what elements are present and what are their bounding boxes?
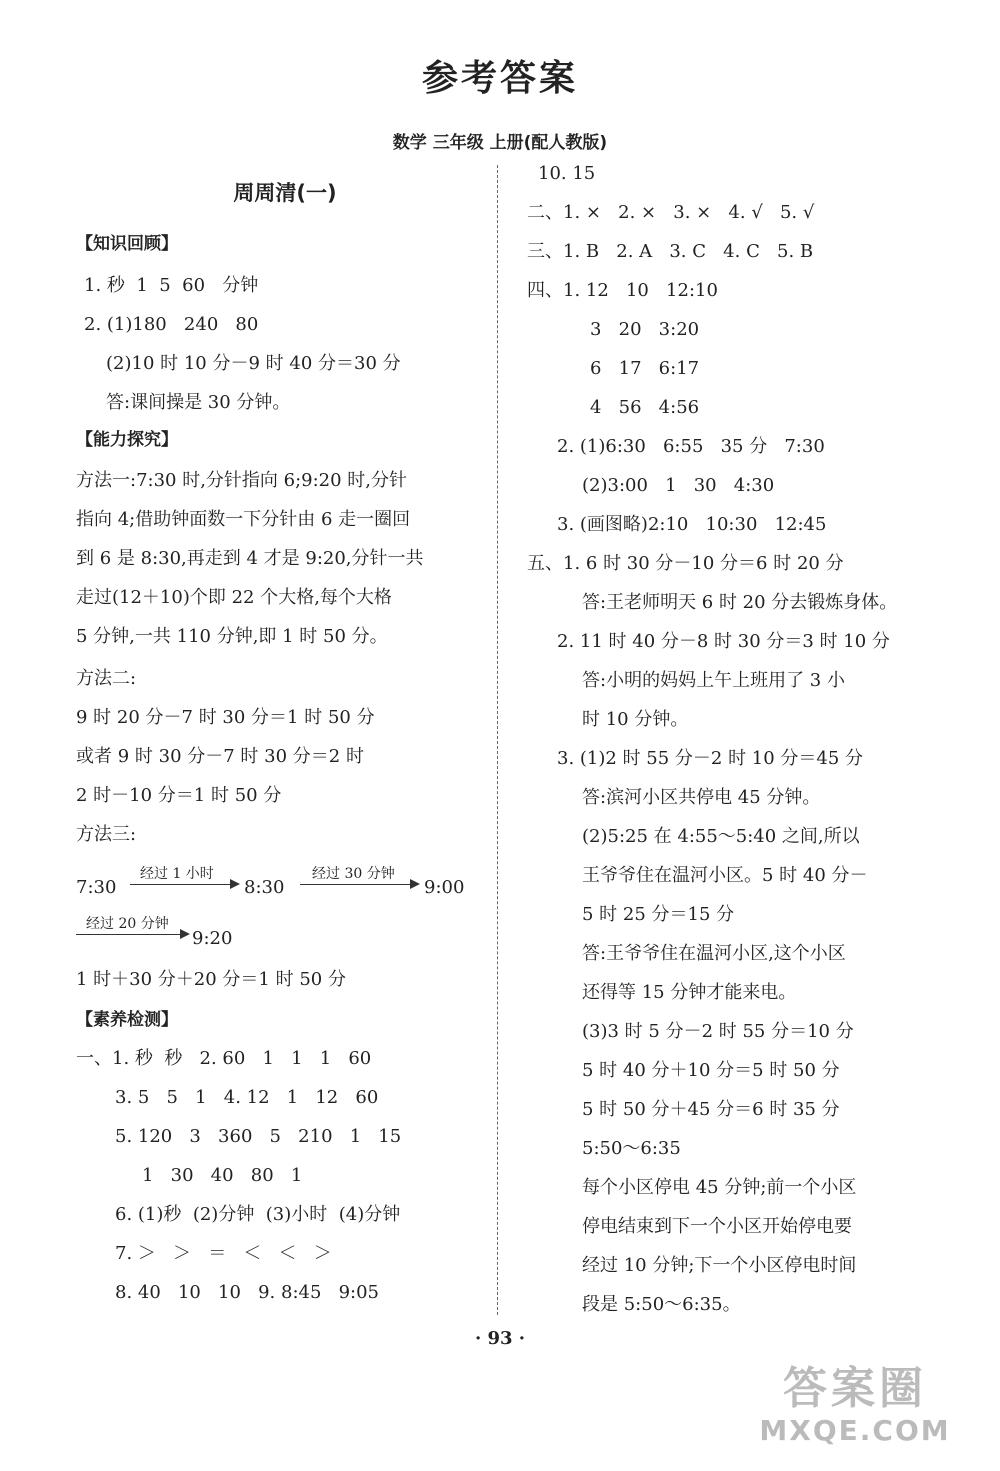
column-divider [497, 165, 498, 1315]
answer-line: 三、1. B 2. A 3. C 4. C 5. B [527, 241, 814, 262]
arrow-line [300, 884, 410, 885]
answer-line: 还得等 15 分钟才能来电。 [582, 982, 797, 1003]
answer-line: 王爷爷住在温河小区。5 时 40 分－ [582, 865, 868, 886]
answer-line: 6 17 6:17 [590, 358, 700, 379]
arrow-head [410, 879, 420, 889]
answer-line: 8. 40 10 10 9. 8:45 9:05 [115, 1282, 380, 1303]
answer-line: 3. (1)2 时 55 分－2 时 10 分＝45 分 [557, 748, 864, 769]
watermark-top-text: 答案圈 [783, 1363, 927, 1414]
answer-line: 7. ＞ ＞ ＝ ＜ ＜ ＞ [115, 1243, 332, 1264]
answer-line: 2. (1)180 240 80 [84, 314, 259, 335]
page-title: 参考答案 [421, 58, 578, 99]
answer-line: 经过 10 分钟;下一个小区停电时间 [582, 1255, 857, 1276]
section-quality-test: 【素养检测】 [76, 1010, 178, 1030]
time-label: 7:30 [76, 877, 117, 898]
section-knowledge-review: 【知识回顾】 [76, 234, 178, 254]
answer-line: 3 20 3:20 [590, 319, 700, 340]
paragraph-line: 到 6 是 8:30,再走到 4 才是 9:20,分针一共 [76, 548, 424, 569]
answer-line: 1 30 40 80 1 [142, 1165, 303, 1186]
time-label: 9:20 [192, 928, 233, 949]
answer-line: 5. 120 3 360 5 210 1 15 [115, 1126, 402, 1147]
arrow-line [130, 884, 230, 885]
arrow-head [180, 929, 190, 939]
watermark-logo [740, 1364, 970, 1459]
answer-line: 答:王爷爷住在温河小区,这个小区 [582, 943, 846, 964]
answer-line: 3. 5 5 1 4. 12 1 12 60 [115, 1087, 379, 1108]
answer-line: 1. 秒 1 5 60 分钟 [84, 275, 259, 296]
page-number: · 93 · [474, 1328, 526, 1349]
page-subtitle: 数学 三年级 上册(配人教版) [392, 133, 608, 153]
answer-line: 五、1. 6 时 30 分－10 分＝6 时 20 分 [527, 553, 844, 574]
paragraph-line: 方法一:7:30 时,分针指向 6;9:20 时,分针 [76, 470, 408, 491]
answer-line: 段是 5:50～6:35。 [582, 1294, 741, 1315]
paragraph-line: 9 时 20 分－7 时 30 分＝1 时 50 分 [76, 707, 375, 728]
answer-line: 5 时 25 分＝15 分 [582, 904, 735, 925]
time-label: 9:00 [424, 877, 465, 898]
answer-line: 四、1. 12 10 12:10 [527, 280, 718, 301]
arrow-line [76, 934, 180, 935]
answer-line: 答:小明的妈妈上午上班用了 3 小 [582, 670, 845, 691]
watermark-bottom-text: MXQE.COM [759, 1414, 951, 1447]
paragraph-line: 5 分钟,一共 110 分钟,即 1 时 50 分。 [76, 626, 388, 647]
answer-line: 10. 15 [538, 163, 596, 184]
answer-line: (3)3 时 5 分－2 时 55 分＝10 分 [582, 1021, 854, 1042]
answer-line: 一、1. 秒 秒 2. 60 1 1 1 60 [76, 1048, 372, 1069]
answer-line: 时 10 分钟。 [582, 709, 689, 730]
answer-line: 停电结束到下一个小区开始停电要 [582, 1216, 852, 1237]
section-ability-explore: 【能力探究】 [76, 430, 178, 450]
answer-line: (2)10 时 10 分－9 时 40 分＝30 分 [106, 353, 401, 374]
paragraph-line: 或者 9 时 30 分－7 时 30 分＝2 时 [76, 746, 364, 767]
answer-line: 答:滨河小区共停电 45 分钟。 [582, 787, 821, 808]
arrow-label: 经过 1 小时 [140, 866, 214, 882]
method-label: 方法二: [76, 668, 137, 689]
answer-line: 2. 11 时 40 分－8 时 30 分＝3 时 10 分 [557, 631, 890, 652]
answer-line: 5 时 50 分＋45 分＝6 时 35 分 [582, 1099, 840, 1120]
answer-line: 二、1. × 2. × 3. × 4. √ 5. √ [527, 202, 815, 223]
method-label: 方法三: [76, 824, 137, 845]
time-label: 8:30 [244, 877, 285, 898]
arrow-head [230, 879, 240, 889]
paragraph-line: 2 时－10 分＝1 时 50 分 [76, 785, 282, 806]
answer-line: (2)3:00 1 30 4:30 [582, 475, 775, 496]
arrow-label: 经过 20 分钟 [86, 916, 169, 932]
answer-line: 2. (1)6:30 6:55 35 分 7:30 [557, 436, 825, 457]
paragraph-line: 走过(12＋10)个即 22 个大格,每个大格 [76, 587, 392, 608]
arrow-label: 经过 30 分钟 [312, 866, 395, 882]
answer-line: 5:50～6:35 [582, 1138, 681, 1159]
answer-line: 4 56 4:56 [590, 397, 700, 418]
answer-line: 3. (画图略)2:10 10:30 12:45 [557, 514, 827, 535]
answer-line: 5 时 40 分＋10 分＝5 时 50 分 [582, 1060, 840, 1081]
answer-line: 答:王老师明天 6 时 20 分去锻炼身体。 [582, 592, 898, 613]
week-title: 周周清(一) [233, 181, 337, 205]
answer-line: 答:课间操是 30 分钟。 [106, 392, 291, 413]
paragraph-line: 指向 4;借助钟面数一下分针由 6 走一圈回 [76, 509, 411, 530]
answer-line: 每个小区停电 45 分钟;前一个小区 [582, 1177, 857, 1198]
answer-line: 6. (1)秒 (2)分钟 (3)小时 (4)分钟 [115, 1204, 401, 1225]
paragraph-line: 1 时＋30 分＋20 分＝1 时 50 分 [76, 969, 346, 990]
answer-line: (2)5:25 在 4:55～5:40 之间,所以 [582, 826, 860, 847]
